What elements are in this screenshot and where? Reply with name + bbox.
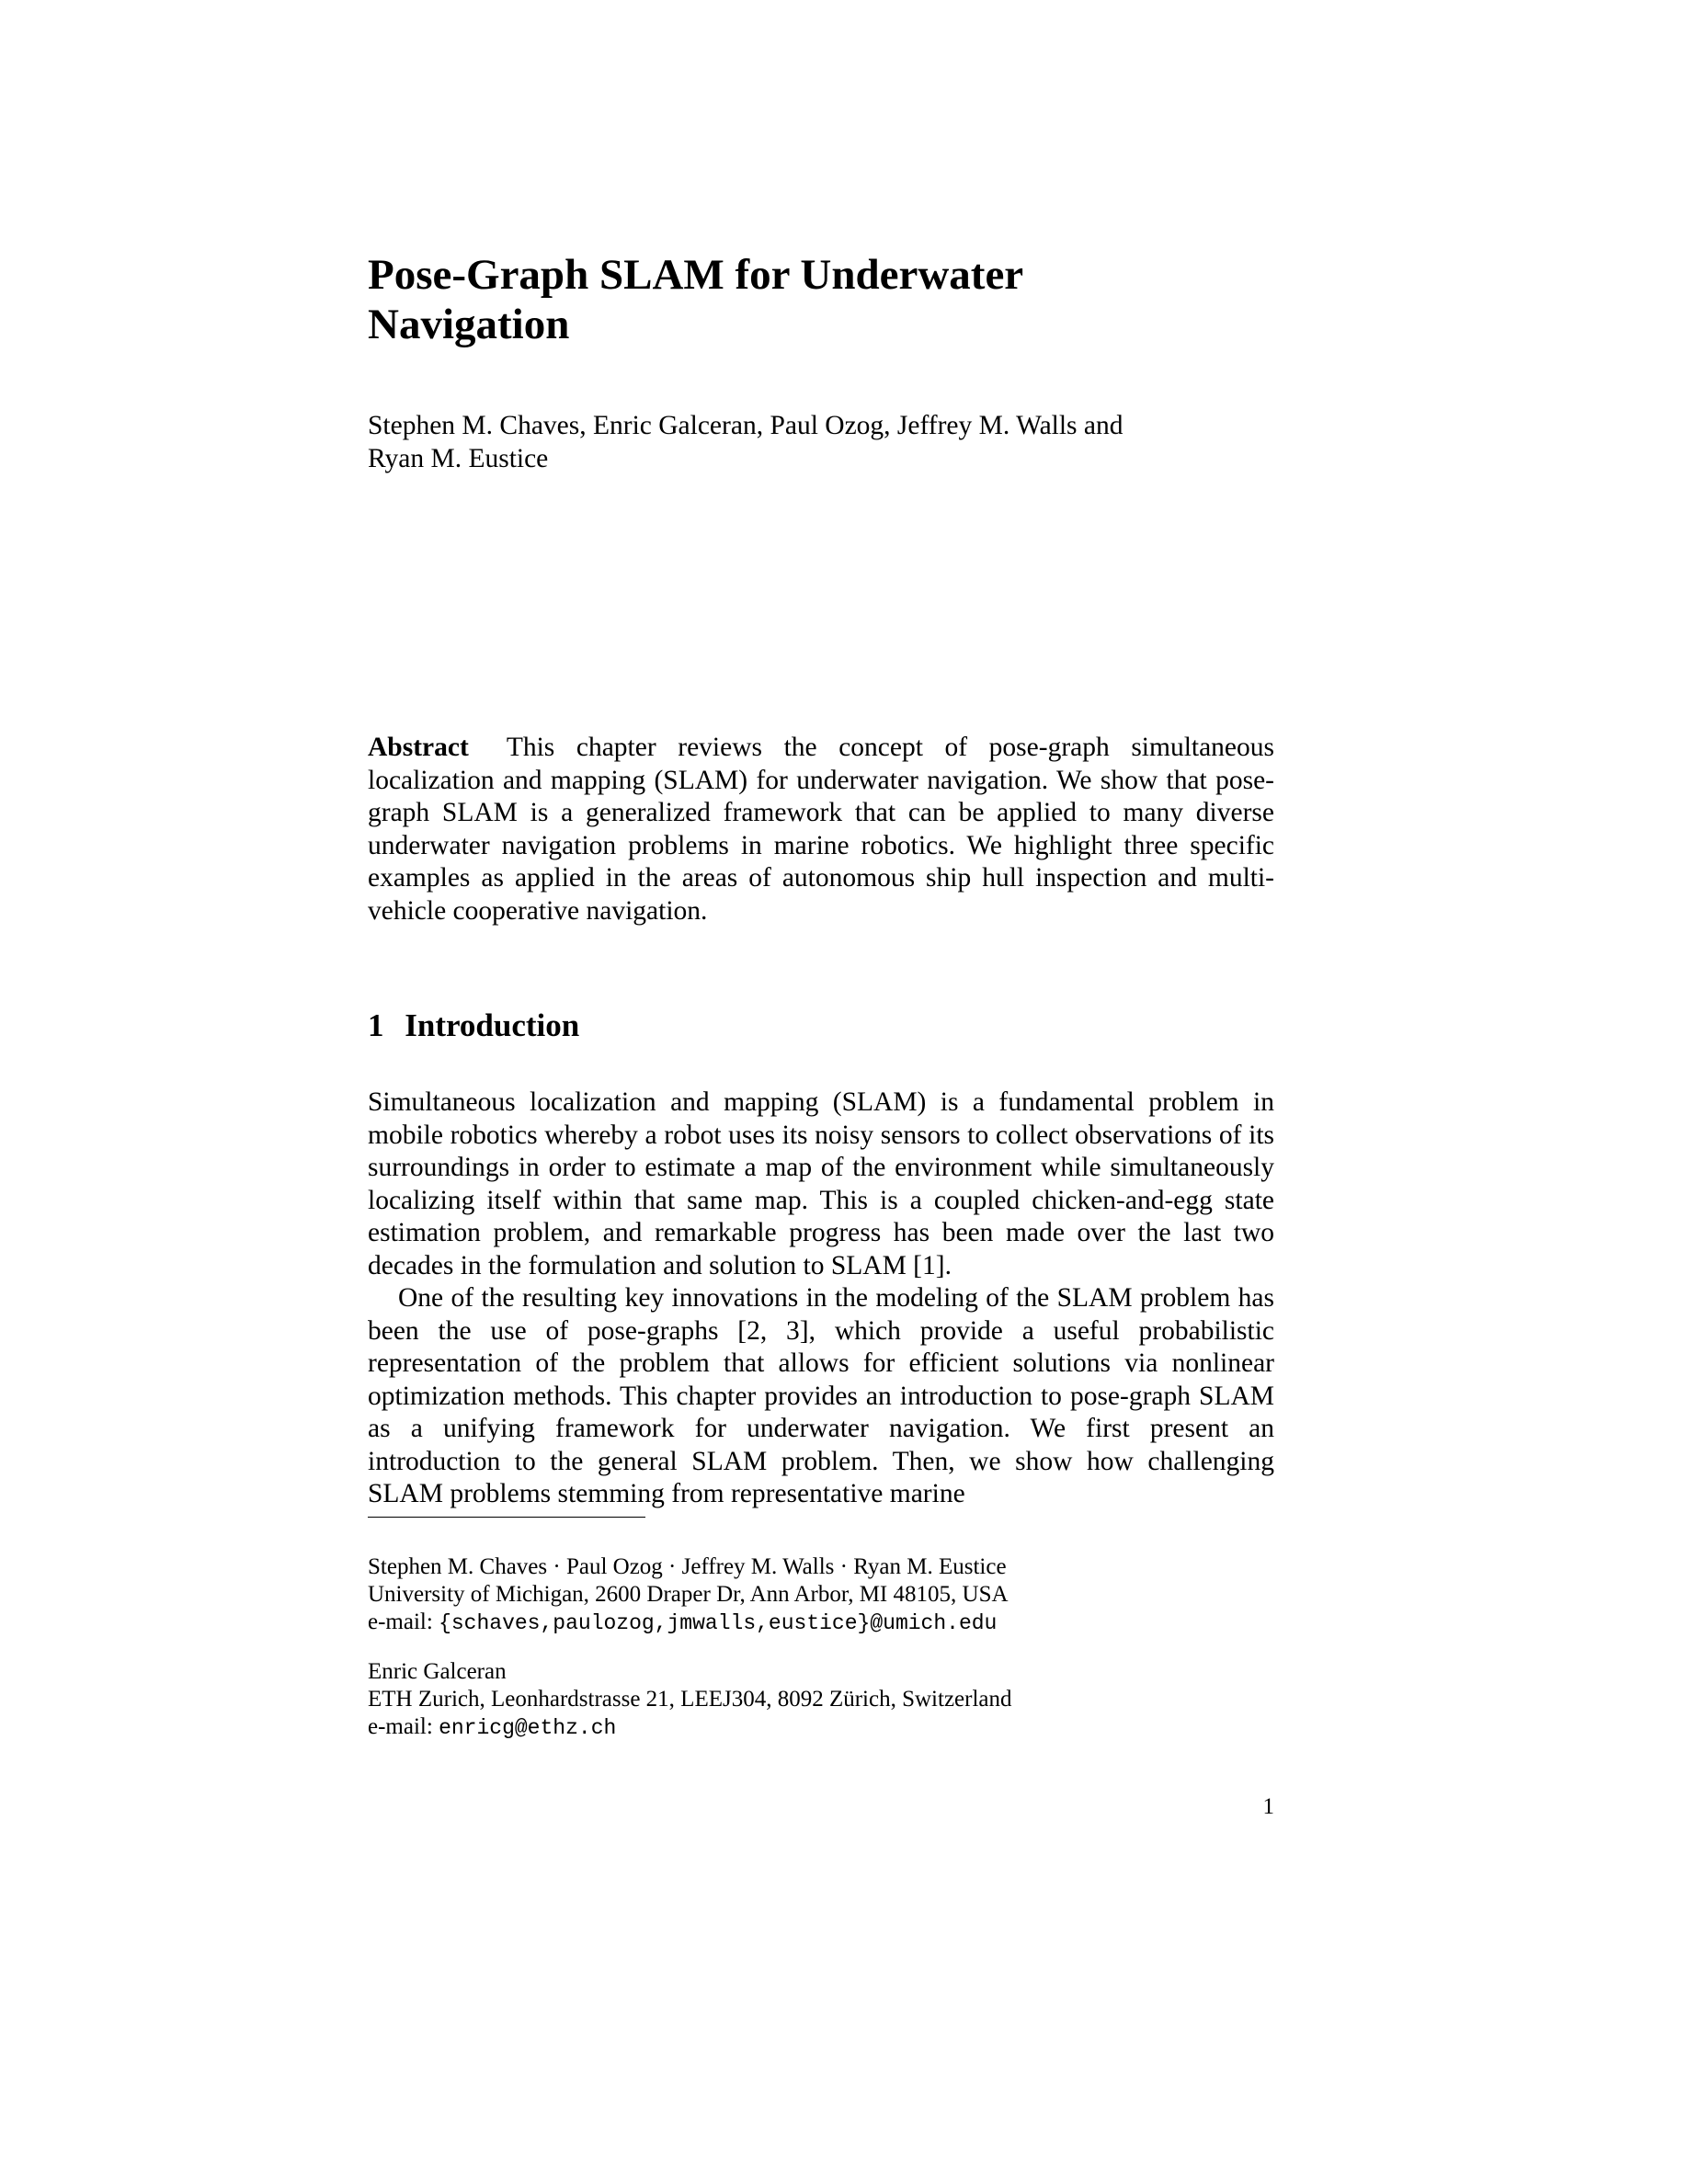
section-title: Introduction xyxy=(405,1007,580,1043)
paper-title xyxy=(368,250,1274,349)
affiliation-address: ETH Zurich, Leonhardstrasse 21, LEEJ304, 8092 Zürich, Switzerland xyxy=(368,1687,1012,1712)
body-paragraph-1: Simultaneous localization and mapping (SLAM) is a fundamental problem in mobile robotics whereby a robot uses its noisy sensors to collect observations of its surroundings in order to estimate a map of the environment while simultaneously localizing itself within that same map. This is a coupled chicken-and-egg state estimation problem, and remarkable progress has been made over the last two decades in the formulation and solution to SLAM [1]. xyxy=(368,1087,1274,1280)
abstract-label: Abstract xyxy=(368,733,469,762)
section-number: 1 xyxy=(368,1007,384,1043)
authors-line-1: Stephen M. Chaves, Enric Galceran, Paul Ozog, Jeffrey M. Walls and xyxy=(368,411,1123,440)
affiliation-block-1 xyxy=(368,1553,1274,1637)
page-number: 1 xyxy=(1262,1794,1274,1819)
body-paragraph-2: One of the resulting key innovations in the modeling of the SLAM problem has been the use of pose-graphs [2, 3], which provide a useful probabilistic representation of the problem that allows for efficient solutions via nonlinear optimization methods. This chapter provides an introduction to pose-graph SLAM as a unifying framework for underwater navigation. We first present an introduction to the general SLAM problem. Then, we show how challenging SLAM problems stemming from representative marine xyxy=(368,1283,1274,1508)
affiliation-block-2 xyxy=(368,1658,1274,1742)
email-label: e-mail: xyxy=(368,1714,433,1739)
email-address: enricg@ethz.ch xyxy=(439,1716,617,1740)
affiliation-names: Stephen M. Chaves · Paul Ozog · Jeffrey M. Walls · Ryan M. Eustice xyxy=(368,1554,1007,1579)
title-line-2: Navigation xyxy=(368,301,570,348)
section-body xyxy=(368,1086,1274,1511)
author-list xyxy=(368,409,1274,475)
affiliation-address: University of Michigan, 2600 Draper Dr, Ann Arbor, MI 48105, USA xyxy=(368,1582,1009,1607)
abstract xyxy=(368,732,1274,927)
abstract-text: This chapter reviews the concept of pose-graph simultaneous localization and mapping (SLAM) for underwater navigation. We show that pose-graph SLAM is a generalized framework that can be applied to many diverse underwater navigation problems in marine robotics. We highlight three specific examples as applied in the areas of autonomous ship hull inspection and multi-vehicle cooperative navigation. xyxy=(368,733,1275,926)
authors-line-2: Ryan M. Eustice xyxy=(368,444,549,473)
section-heading xyxy=(368,1007,1274,1044)
affiliation-names: Enric Galceran xyxy=(368,1659,507,1684)
footnote-divider xyxy=(368,1517,645,1518)
title-line-1: Pose-Graph SLAM for Underwater xyxy=(368,251,1024,299)
email-address: {schaves,paulozog,jmwalls,eustice}@umich.edu xyxy=(439,1611,998,1635)
email-label: e-mail: xyxy=(368,1610,433,1634)
